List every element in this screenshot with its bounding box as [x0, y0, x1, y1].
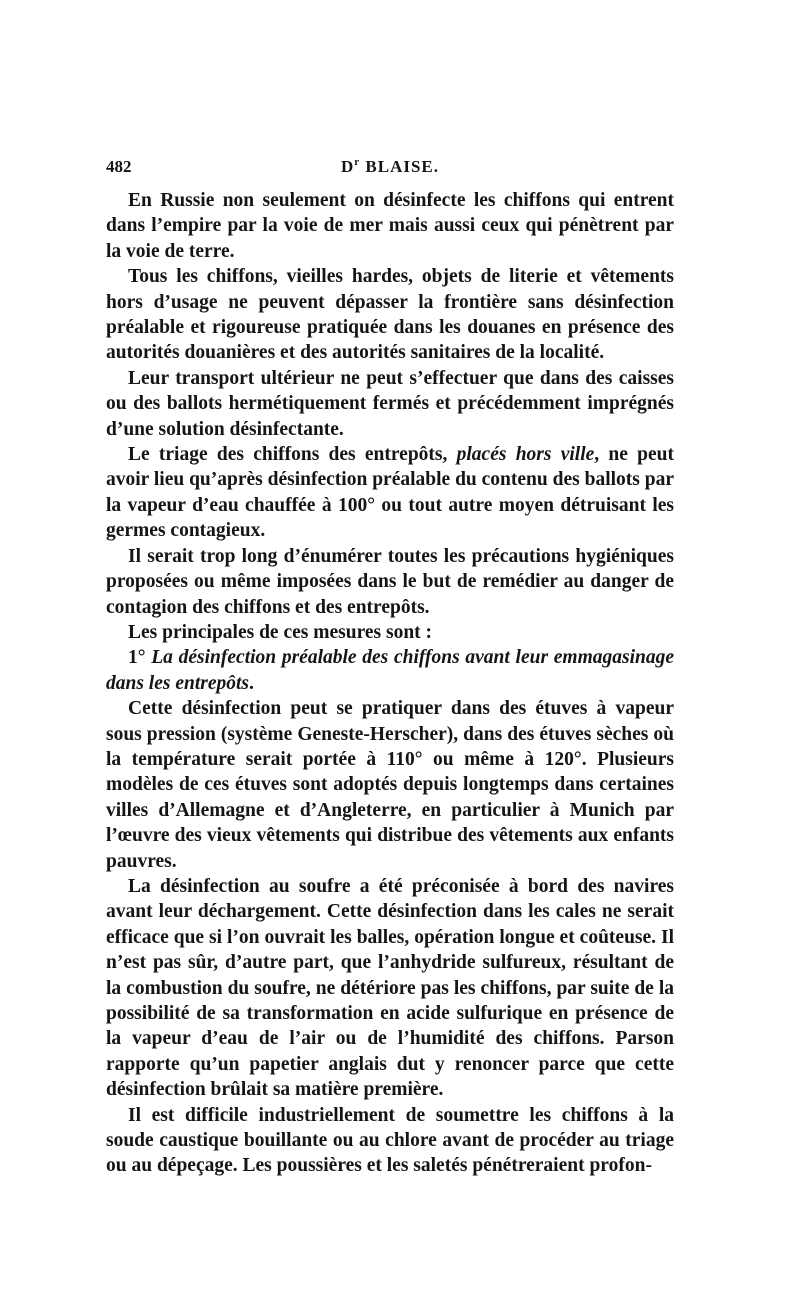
paragraph-text: .	[249, 672, 254, 694]
page-number: 482	[106, 157, 132, 176]
author-name: BLAISE.	[365, 157, 440, 176]
paragraph	[106, 442, 674, 544]
paragraph: Tous les chiffons, vieilles hardes, objets de literie et vêtements hors d’usage ne peuvent dépasser la frontière sans désinfection préalable et rigoureuse pratiquée dans les douanes en présence des autorités douanières et des autorités sanitaires de la localité.	[106, 266, 674, 364]
paragraph-text: , ne peut avoir lieu qu’après désinfection préalable du contenu des ballots par la vapeur d’eau chauffée à 100° ou tout autre moyen détruisant les germes contagieux.	[106, 444, 675, 542]
measure-number: 1°	[128, 647, 152, 669]
running-title	[106, 157, 674, 177]
paragraph: Leur transport ultérieur ne peut s’effectuer que dans des caisses ou des ballots hermétiquement fermés et précédemment imprégnés d’une solution désinfectante.	[106, 367, 674, 440]
italic-phrase: placés hors ville	[456, 444, 595, 466]
measure-title: La désinfection préalable des chiffons avant leur emmagasinage dans les entrepôts	[106, 647, 674, 694]
author-prefix: D	[340, 157, 355, 176]
author-prefix-sup: r	[354, 156, 361, 168]
paragraph: Il serait trop long d’énumérer toutes les précautions hygiéniques proposées ou même imposées dans le but de remédier au danger de contagion des chiffons et des entrepôts.	[106, 545, 674, 618]
paragraph: Cette désinfection peut se pratiquer dans des étuves à vapeur sous pression (système Geneste-Herscher), dans des étuves sèches où la température serait portée à 110° ou même à 120°. Plusieurs modèles de ces étuves sont adoptés depuis longtemps dans certaines villes d’Allemagne et d’Angleterre, en particulier à Munich par l’œuvre des vieux vêtements qui distribue des vêtements aux enfants pauvres.	[106, 698, 674, 872]
paragraph: Il est difficile industriellement de soumettre les chiffons à la soude caustique bouillante ou au chlore avant de procéder au triage ou au dépeçage. Les poussières et les saletés pénétreraient profon-	[106, 1104, 674, 1177]
paragraph: Les principales de ces mesures sont :	[128, 621, 433, 643]
paragraph: En Russie non seulement on désinfecte les chiffons qui entrent dans l’empire par la voie de mer mais aussi ceux qui pénètrent par la voie de terre.	[106, 190, 674, 262]
paragraph: La désinfection au soufre a été préconisée à bord des navires avant leur déchargement. Cette désinfection dans les cales ne serait efficace que si l’on ouvrait les balles, opération longue et coûteuse. Il n’est pas sûr, d’autre part, que l’anhydride sulfureux, résultant de la combustion du soufre, ne détériore pas les chiffons, par suite de la possibilité de sa transformation en acide sulfurique en présence de la vapeur d’eau de l’air ou de l’humidité des chiffons. Parson rapporte qu’un papetier anglais dut y renoncer parce que cette désinfection brûlait sa matière première.	[106, 875, 674, 1101]
numbered-measure	[106, 645, 674, 696]
paragraph-text: Le triage des chiffons des entrepôts,	[128, 444, 457, 466]
book-page	[106, 157, 674, 1179]
body-text	[106, 188, 674, 1179]
running-header	[106, 157, 674, 179]
